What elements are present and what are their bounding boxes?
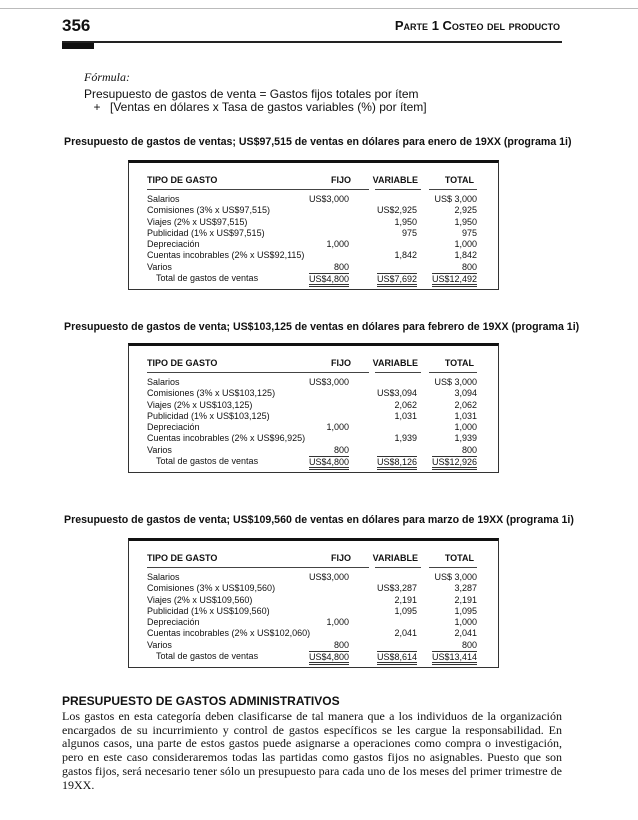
header-rule — [429, 567, 477, 568]
cell-concept: Viajes (2% x US$103,125) — [147, 399, 253, 410]
cell-variable: US$2,925 — [376, 205, 417, 216]
cell-total: US$13,414 — [432, 651, 477, 665]
table-row — [147, 595, 477, 606]
cell-concept: Total de gastos de ventas — [156, 273, 259, 284]
cell-concept: Cuentas incobrables (2% x US$92,115) — [147, 250, 305, 261]
part-number: 1 — [431, 18, 439, 33]
header-rule — [375, 189, 421, 190]
header-rule — [319, 189, 369, 190]
header-rule — [147, 189, 329, 190]
cell-total: 1,939 — [454, 433, 477, 444]
budget-heading-february: Presupuesto de gastos de venta; US$103,125 de ventas en dólares para febrero de 19XX (programa 1i) — [64, 321, 580, 333]
table-row — [147, 628, 477, 639]
cell-concept: Cuentas incobrables (2% x US$102,060) — [147, 628, 311, 639]
part-title: Costeo del producto — [442, 18, 560, 33]
cell-total: 800 — [461, 639, 477, 650]
cell-fixed: 1,000 — [326, 239, 349, 250]
cell-variable: 1,950 — [394, 216, 417, 227]
cell-concept: Viajes (2% x US$109,560) — [147, 594, 253, 605]
cell-total: 2,041 — [454, 628, 477, 639]
cell-total: 975 — [461, 227, 477, 238]
cell-concept: Comisiones (3% x US$97,515) — [147, 205, 271, 216]
col-header-total: TOTAL — [444, 553, 474, 563]
cell-concept: Salarios — [147, 572, 180, 582]
cell-fixed: US$4,800 — [309, 651, 349, 665]
table-row — [147, 205, 477, 216]
cell-variable: US$7,692 — [377, 273, 417, 287]
table-row — [147, 572, 477, 583]
cell-variable: 1,842 — [394, 250, 417, 261]
cell-total: 1,842 — [454, 250, 477, 261]
total-row — [147, 273, 477, 284]
header-rule — [147, 372, 329, 373]
col-header-fixed: FIJO — [330, 358, 351, 368]
col-header-type: TIPO DE GASTO — [147, 175, 218, 185]
cell-concept: Total de gastos de ventas — [156, 456, 259, 467]
cell-total: 1,095 — [454, 605, 477, 616]
header-tab-bar — [62, 43, 94, 49]
header-rule — [147, 567, 329, 568]
cell-concept: Viajes (2% x US$97,515) — [147, 216, 248, 227]
table-row — [147, 217, 477, 228]
cell-variable: US$3,287 — [376, 583, 417, 594]
cell-variable: 1,939 — [394, 433, 417, 444]
cell-variable: 2,041 — [394, 628, 417, 639]
cell-concept: Varios — [147, 639, 172, 650]
table-row — [147, 617, 477, 628]
cell-total: US$12,492 — [432, 273, 477, 287]
header-rule — [375, 567, 421, 568]
cell-total: 2,062 — [454, 399, 477, 410]
cell-variable: 975 — [401, 227, 417, 238]
table-row — [147, 194, 477, 205]
cell-variable: US$3,094 — [376, 388, 417, 399]
budget-table-february — [128, 343, 499, 473]
cell-fixed: 800 — [333, 261, 349, 272]
budget-heading-january: Presupuesto de gastos de ventas; US$97,515 de ventas en dólares para enero de 19XX (programa 1i) — [64, 136, 572, 148]
formula-plus: + — [93, 100, 101, 114]
cell-concept: Comisiones (3% x US$109,560) — [147, 583, 276, 594]
col-header-type: TIPO DE GASTO — [147, 358, 218, 368]
cell-total: US$ 3,000 — [434, 377, 477, 387]
cell-concept: Publicidad (1% x US$109,560) — [147, 605, 270, 616]
cell-total: US$ 3,000 — [434, 194, 477, 204]
cell-total: 1,950 — [454, 216, 477, 227]
body-paragraph: Los gastos en esta categoría deben clasificarse de tal manera que a los individuos de la organización encargados de su incurrimiento y control de gastos específicos se les cargue la responsabilidad. En algunos casos, una parte de estos gastos puede asignarse a operaciones como compra o investigación, pero en este caso consideraremos todas las partidas como gastos fijos no asignables. Puesto que son gastos fijos, será necesario tener sólo un presupuesto para cada uno de los meses del primer trimestre de 19XX. — [62, 709, 562, 792]
running-header — [395, 18, 560, 33]
cell-fixed: 1,000 — [326, 422, 349, 433]
cell-concept: Publicidad (1% x US$103,125) — [147, 410, 270, 421]
cell-total: 1,000 — [454, 239, 477, 250]
table-row — [147, 239, 477, 250]
cell-concept: Varios — [147, 261, 172, 272]
table-row — [147, 388, 477, 399]
cell-fixed: US$3,000 — [308, 572, 349, 582]
table-row — [147, 400, 477, 411]
cell-concept: Varios — [147, 444, 172, 455]
header-rule — [429, 189, 477, 190]
header-rule — [429, 372, 477, 373]
table-row — [147, 411, 477, 422]
table-row — [147, 433, 477, 444]
col-header-total: TOTAL — [444, 358, 474, 368]
table-row — [147, 422, 477, 433]
col-header-fixed: FIJO — [330, 175, 351, 185]
cell-fixed: US$3,000 — [308, 194, 349, 204]
total-row — [147, 456, 477, 467]
cell-concept: Depreciación — [147, 617, 200, 628]
table-row — [147, 250, 477, 261]
cell-fixed: US$4,800 — [309, 273, 349, 287]
cell-concept: Depreciación — [147, 239, 200, 250]
header-rule — [319, 372, 369, 373]
col-header-variable: VARIABLE — [372, 358, 418, 368]
table-body — [147, 572, 477, 662]
budget-table-march — [128, 538, 499, 668]
table-body — [147, 194, 477, 284]
cell-concept: Cuentas incobrables (2% x US$96,925) — [147, 433, 306, 444]
header-rule — [319, 567, 369, 568]
cell-total: 3,094 — [454, 388, 477, 399]
col-header-total: TOTAL — [444, 175, 474, 185]
formula-line-2 — [84, 100, 427, 114]
table-row — [147, 606, 477, 617]
total-row — [147, 651, 477, 662]
cell-variable: 1,031 — [394, 410, 417, 421]
col-header-fixed: FIJO — [330, 553, 351, 563]
cell-fixed: 800 — [333, 639, 349, 650]
cell-total: 2,925 — [454, 205, 477, 216]
cell-concept: Total de gastos de ventas — [156, 651, 259, 662]
cell-concept: Salarios — [147, 194, 180, 204]
budget-table-january — [128, 160, 499, 290]
section-heading-admin: PRESUPUESTO DE GASTOS ADMINISTRATIVOS — [62, 694, 340, 708]
col-header-variable: VARIABLE — [372, 175, 418, 185]
header-rule — [62, 41, 562, 43]
cell-variable: US$8,614 — [377, 651, 417, 665]
cell-total: US$ 3,000 — [434, 572, 477, 582]
formula-line-1: Presupuesto de gastos de venta = Gastos fijos totales por ítem — [84, 87, 419, 101]
cell-total: 800 — [461, 444, 477, 455]
table-row — [147, 228, 477, 239]
cell-total: US$12,926 — [432, 456, 477, 470]
cell-total: 1,000 — [454, 422, 477, 433]
cell-total: 3,287 — [454, 583, 477, 594]
cell-variable: US$8,126 — [377, 456, 417, 470]
cell-fixed: 800 — [333, 444, 349, 455]
budget-heading-march: Presupuesto de gastos de venta; US$109,560 de ventas en dólares para marzo de 19XX (programa 1i) — [64, 514, 574, 526]
page-number: 356 — [62, 16, 91, 35]
cell-total: 1,000 — [454, 617, 477, 628]
cell-total: 800 — [461, 261, 477, 272]
col-header-variable: VARIABLE — [372, 553, 418, 563]
table-row — [147, 640, 477, 651]
table-row — [147, 377, 477, 388]
cell-concept: Depreciación — [147, 422, 200, 433]
header-rule — [375, 372, 421, 373]
col-header-type: TIPO DE GASTO — [147, 553, 218, 563]
cell-variable: 1,095 — [394, 605, 417, 616]
table-row — [147, 262, 477, 273]
cell-variable: 2,191 — [394, 594, 417, 605]
top-edge-line — [0, 8, 638, 9]
formula-label: Fórmula: — [84, 70, 130, 84]
formula-line-2-text: [Ventas en dólares x Tasa de gastos variables (%) por ítem] — [110, 100, 427, 114]
table-row — [147, 583, 477, 594]
cell-fixed: 1,000 — [326, 617, 349, 628]
cell-variable: 2,062 — [394, 399, 417, 410]
cell-concept: Salarios — [147, 377, 180, 387]
table-body — [147, 377, 477, 467]
cell-fixed: US$4,800 — [309, 456, 349, 470]
cell-total: 2,191 — [454, 594, 477, 605]
cell-total: 1,031 — [454, 410, 477, 421]
cell-fixed: US$3,000 — [308, 377, 349, 387]
cell-concept: Comisiones (3% x US$103,125) — [147, 388, 276, 399]
cell-concept: Publicidad (1% x US$97,515) — [147, 227, 265, 238]
part-label: Parte — [394, 18, 429, 33]
table-row — [147, 445, 477, 456]
